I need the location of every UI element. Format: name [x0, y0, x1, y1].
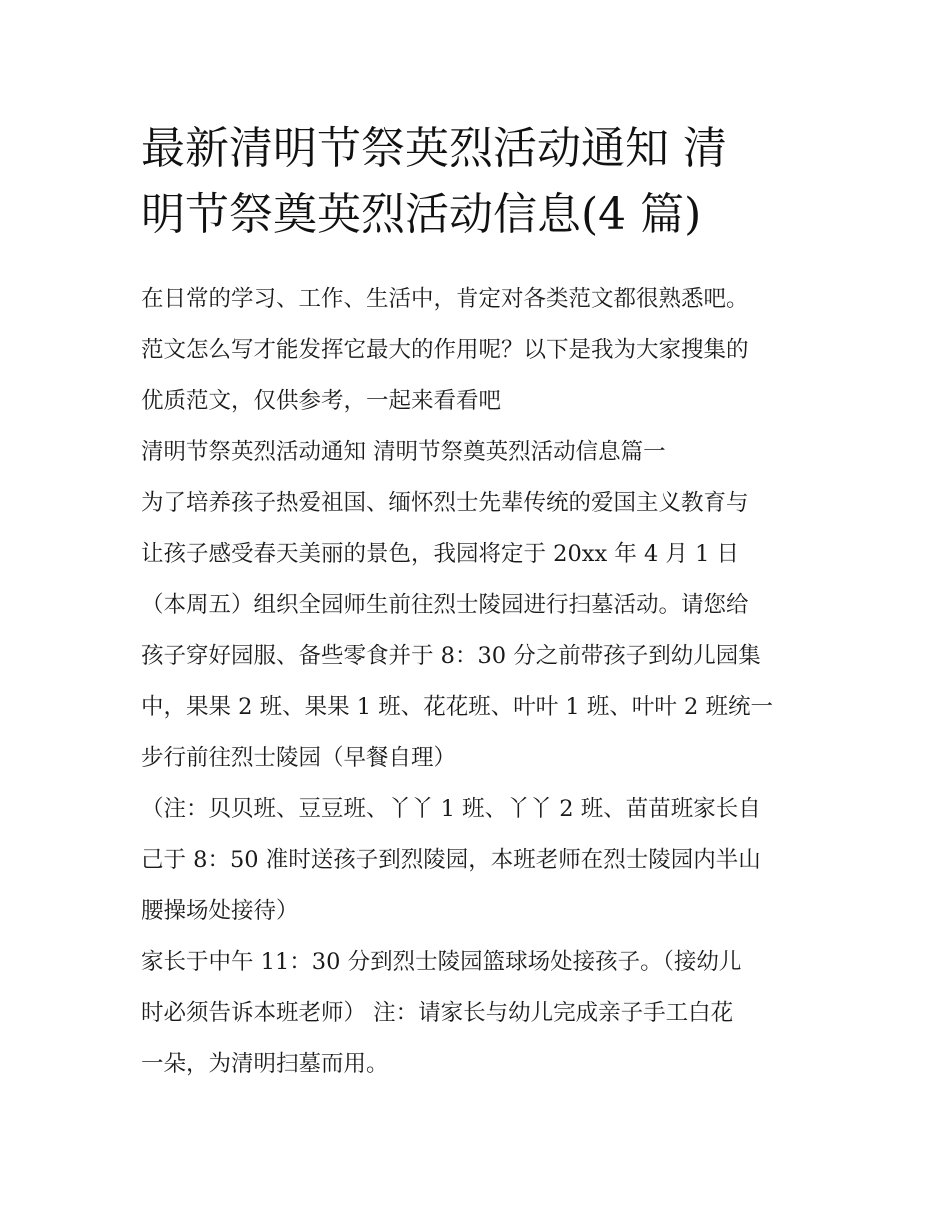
body-line: 步行前往烈士陵园（早餐自理） — [141, 745, 457, 771]
section-heading: 清明节祭英烈活动通知 清明节祭奠英烈活动信息篇一 — [141, 439, 666, 465]
body-line: 腰操场处接待） — [141, 898, 299, 924]
body-line: 时必须告诉本班老师） 注：请家长与幼儿完成亲子手工白花 — [141, 1000, 734, 1026]
body-line: 为了培养孩子热爱祖国、缅怀烈士先辈传统的爱国主义教育与 — [141, 490, 749, 516]
body-line: 让孩子感受春天美丽的景色，我园将定于 20xx 年 4 月 1 日 — [141, 541, 740, 567]
body-line: （本周五）组织全园师生前往烈士陵园进行扫墓活动。请您给 — [141, 592, 749, 618]
body-line: 在日常的学习、工作、生活中，肯定对各类范文都很熟悉吧。 — [141, 286, 749, 312]
body-line: 优质范文，仅供参考，一起来看看吧 — [141, 388, 502, 414]
body-line: 一朵，为清明扫墓而用。 — [141, 1051, 389, 1077]
title-line-2: 明节祭奠英烈活动信息(4 篇) — [141, 189, 702, 240]
body-line: 范文怎么写才能发挥它最大的作用呢？以下是我为大家搜集的 — [141, 337, 749, 363]
body-line: 己于 8：50 准时送孩子到烈陵园，本班老师在烈士陵园内半山 — [141, 847, 761, 873]
document-body — [141, 274, 816, 1090]
body-line: 中，果果 2 班、果果 1 班、花花班、叶叶 1 班、叶叶 2 班统一 — [141, 694, 773, 720]
body-line: 孩子穿好园服、备些零食并于 8：30 分之前带孩子到幼儿园集 — [141, 643, 761, 669]
title-line-1: 最新清明节祭英烈活动通知 清 — [141, 123, 727, 174]
body-line: （注：贝贝班、豆豆班、丫丫 1 班、丫丫 2 班、苗苗班家长自 — [141, 796, 761, 822]
document-title — [141, 116, 821, 248]
body-line: 家长于中午 11：30 分到烈士陵园篮球场处接孩子。（接幼儿 — [141, 949, 742, 975]
